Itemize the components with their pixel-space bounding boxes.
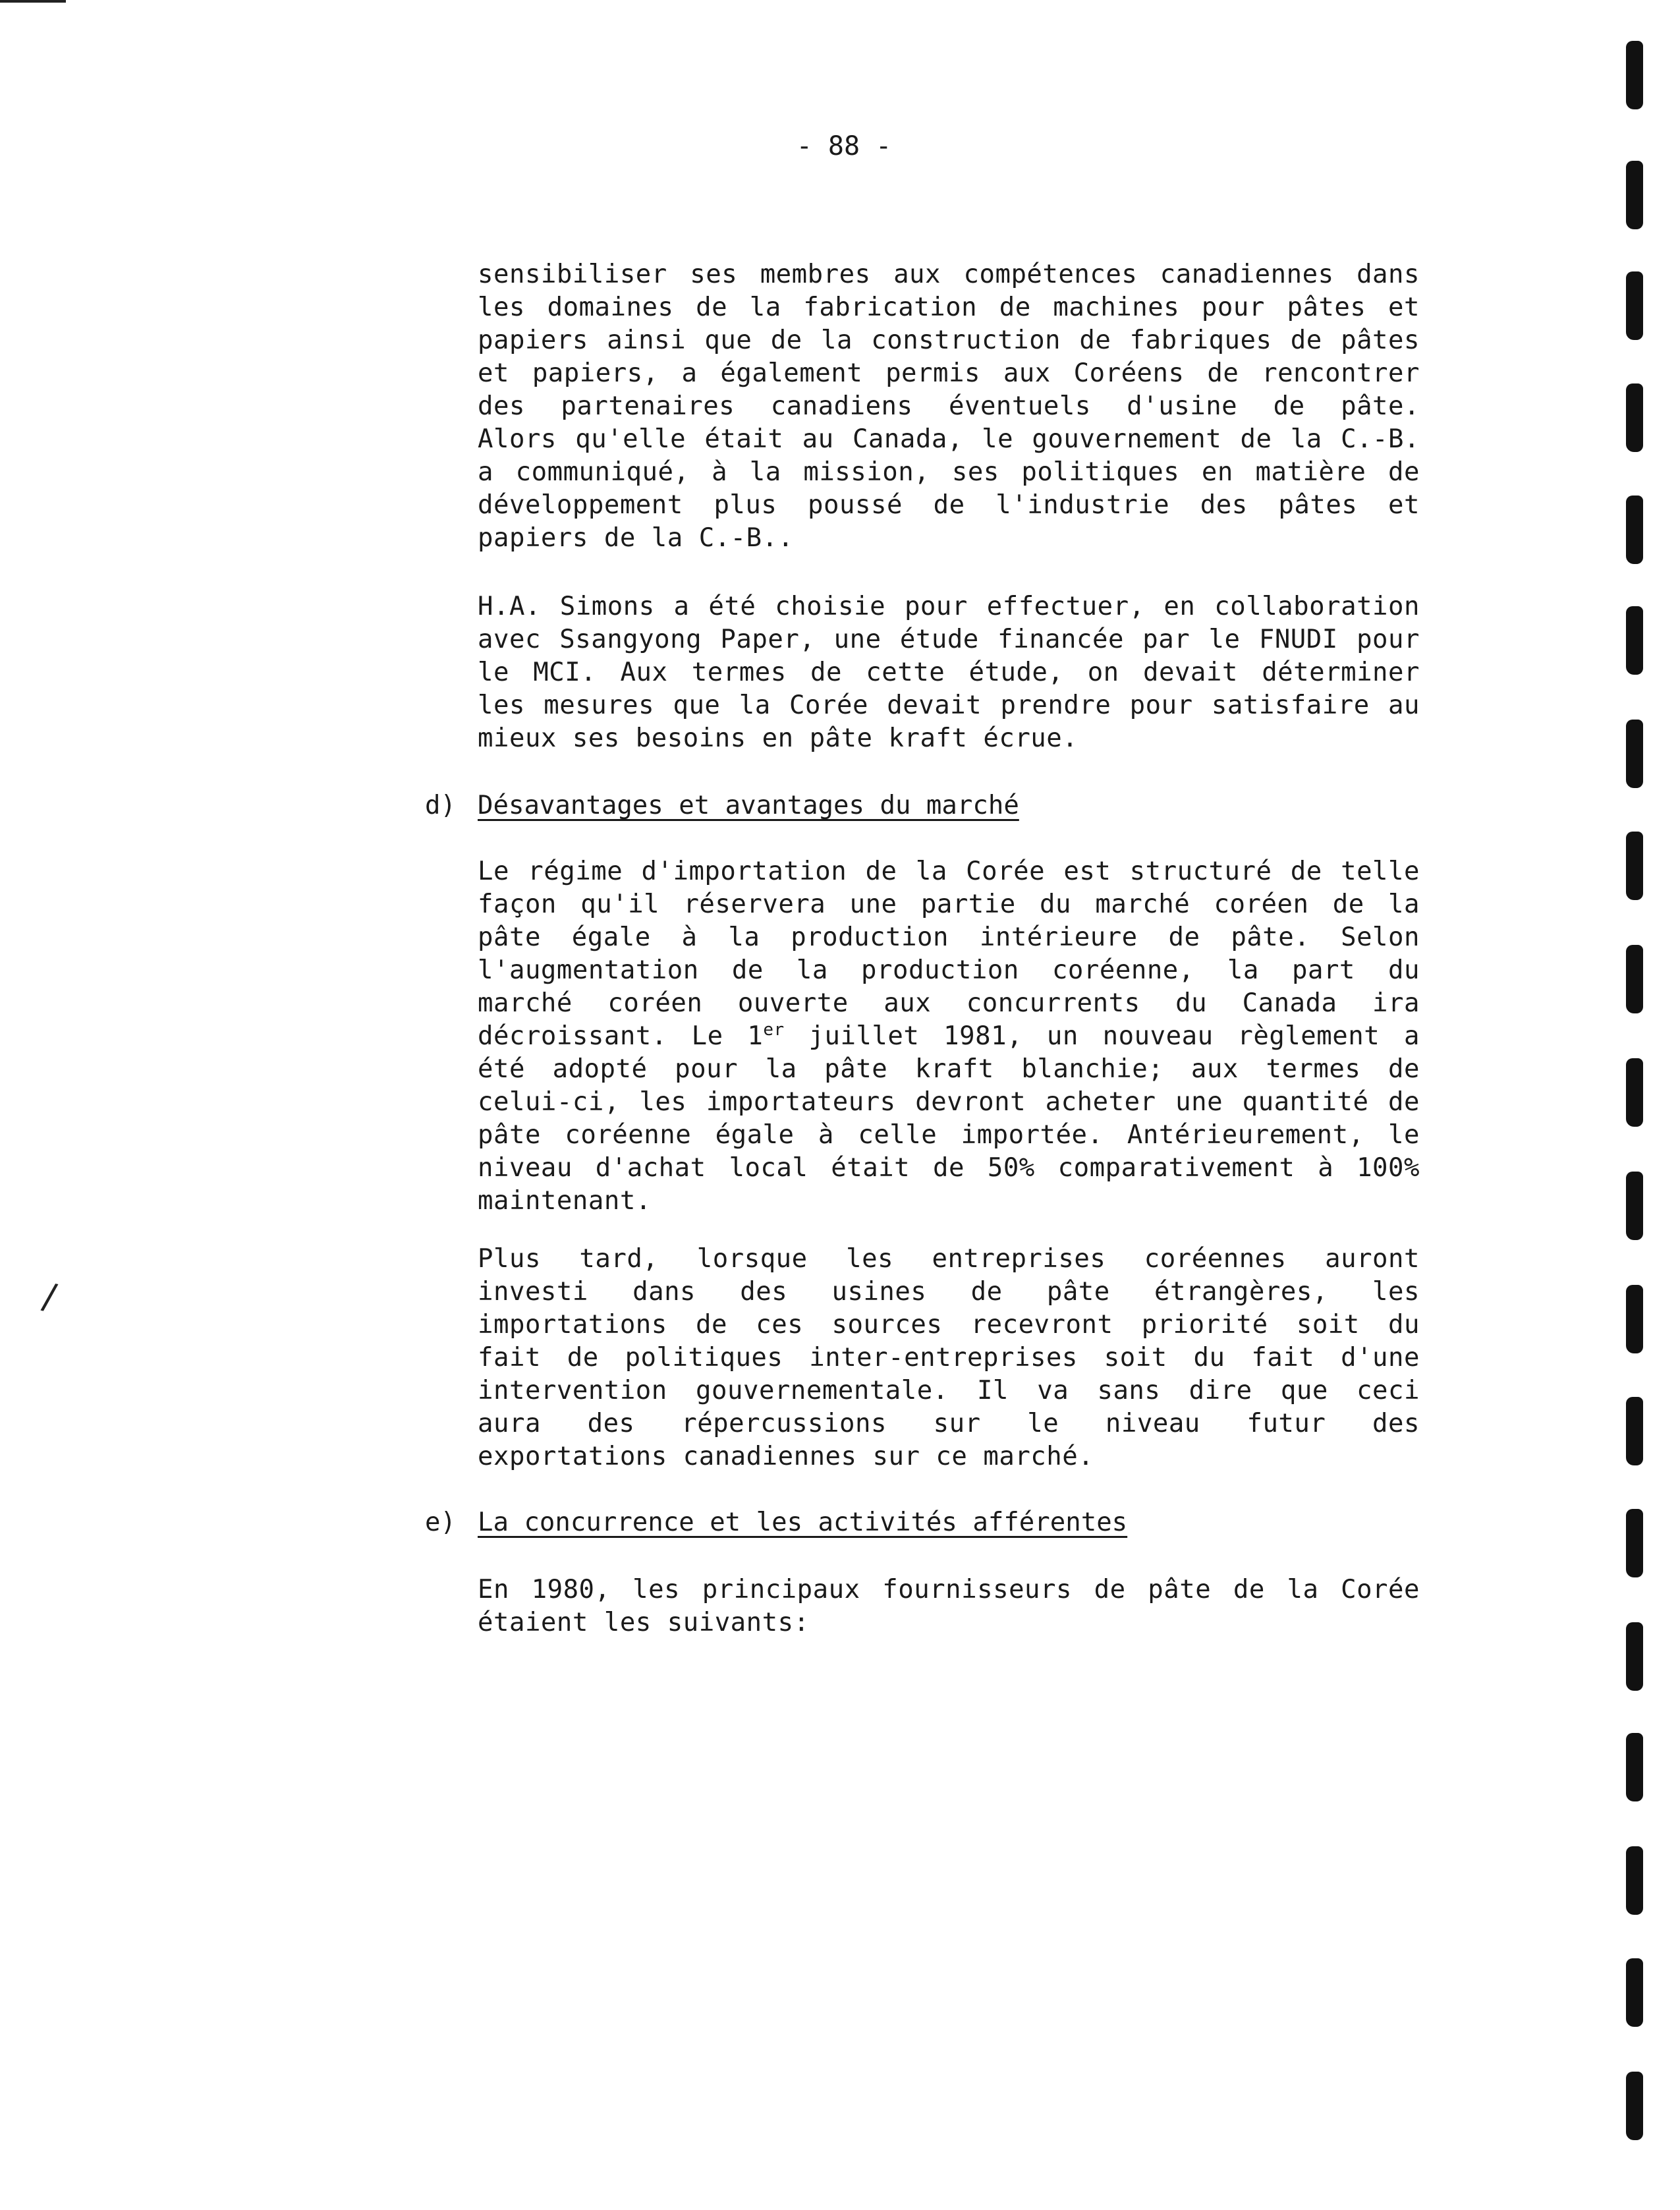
- text-line: Plus tard, lorsque les entreprises coréennes auront: [478, 1244, 1420, 1274]
- superscript-text: er: [763, 1020, 785, 1040]
- text-line: En 1980, les principaux fournisseurs de pâte de la Corée: [478, 1575, 1420, 1604]
- binding-marks: [1622, 0, 1648, 2210]
- binding-mark: [1626, 606, 1643, 675]
- binding-mark: [1626, 832, 1643, 900]
- paragraph-main-suppliers: [478, 1573, 1420, 1639]
- section-heading-d: [425, 789, 1019, 822]
- text-line: les domaines de la fabrication de machines pour pâtes et: [478, 293, 1420, 322]
- text-line: avec Ssangyong Paper, une étude financée par le FNUDI pour: [478, 625, 1420, 654]
- text-line: intervention gouvernementale. Il va sans dire que ceci: [478, 1376, 1420, 1405]
- text-line: pâte coréenne égale à celle importée. Antérieurement, le: [478, 1120, 1420, 1150]
- text-line: marché coréen ouverte aux concurrents du Canada ira: [478, 988, 1420, 1018]
- text-line: le MCI. Aux termes de cette étude, on devait déterminer: [478, 658, 1420, 687]
- text-line: papiers ainsi que de la construction de fabriques de pâtes: [478, 326, 1420, 355]
- text-line: été adopté pour la pâte kraft blanchie; aux termes de: [478, 1054, 1420, 1084]
- binding-mark: [1626, 1733, 1643, 1801]
- text-line: aura des répercussions sur le niveau futur des: [478, 1409, 1420, 1438]
- text-line: exportations canadiennes sur ce marché.: [478, 1442, 1094, 1471]
- binding-mark: [1626, 2072, 1643, 2140]
- binding-mark: [1626, 1958, 1643, 2027]
- text-line: les mesures que la Corée devait prendre pour satisfaire au: [478, 691, 1420, 720]
- binding-mark: [1626, 383, 1643, 452]
- text-line: niveau d'achat local était de 50% comparativement à 100%: [478, 1153, 1420, 1183]
- text-line: fait de politiques inter-entreprises soit du fait d'une: [478, 1343, 1420, 1373]
- binding-mark: [1626, 1622, 1643, 1691]
- section-title: Désavantages et avantages du marché: [478, 791, 1019, 820]
- text-line: investi dans des usines de pâte étrangères, les: [478, 1277, 1420, 1307]
- binding-mark: [1626, 1397, 1643, 1465]
- section-title: La concurrence et les activités afférentes: [478, 1508, 1128, 1537]
- binding-mark: [1626, 161, 1643, 229]
- binding-mark: [1626, 1285, 1643, 1353]
- text-line: a communiqué, à la mission, ses politiques en matière de: [478, 457, 1420, 487]
- text-line: mieux ses besoins en pâte kraft écrue.: [478, 723, 1078, 753]
- section-marker: d): [425, 791, 456, 820]
- text-line: des partenaires canadiens éventuels d'usine de pâte.: [478, 391, 1420, 421]
- paragraph-simons-study: [478, 590, 1420, 755]
- text-line: l'augmentation de la production coréenne, la part du: [478, 955, 1420, 985]
- paragraph-mission-results: [478, 258, 1420, 555]
- binding-mark: [1626, 720, 1643, 788]
- text-line: H.A. Simons a été choisie pour effectuer, en collaboration: [478, 592, 1420, 621]
- text-line: développement plus poussé de l'industrie des pâtes et: [478, 490, 1420, 520]
- text-fragment: décroissant. Le 1: [478, 1021, 764, 1051]
- binding-mark: [1626, 1846, 1643, 1915]
- text-line: Alors qu'elle était au Canada, le gouvernement de la C.-B.: [478, 424, 1420, 454]
- page-number: - 88 -: [796, 131, 892, 161]
- text-line: maintenant.: [478, 1186, 652, 1216]
- scan-corner-mark: [0, 0, 66, 3]
- stray-pen-mark: /: [39, 1274, 60, 1318]
- section-heading-e: [425, 1506, 1127, 1539]
- text-line: papiers de la C.-B..: [478, 523, 794, 553]
- text-line: étaient les suivants:: [478, 1608, 810, 1637]
- binding-mark: [1626, 271, 1643, 340]
- text-line-with-superscript: [478, 1020, 1420, 1053]
- text-fragment: juillet 1981, un nouveau règlement a: [784, 1021, 1420, 1051]
- text-line: façon qu'il réservera une partie du marché coréen de la: [478, 890, 1420, 919]
- text-line: importations de ces sources recevront priorité soit du: [478, 1310, 1420, 1340]
- text-line: pâte égale à la production intérieure de pâte. Selon: [478, 922, 1420, 952]
- text-line: sensibiliser ses membres aux compétences canadiennes dans: [478, 260, 1420, 289]
- binding-mark: [1626, 1058, 1643, 1127]
- binding-mark: [1626, 496, 1643, 564]
- paragraph-future-investment: [478, 1243, 1420, 1473]
- binding-mark: [1626, 41, 1643, 109]
- text-line: et papiers, a également permis aux Coréens de rencontrer: [478, 358, 1420, 388]
- section-marker: e): [425, 1508, 456, 1537]
- binding-mark: [1626, 1172, 1643, 1240]
- binding-mark: [1626, 1509, 1643, 1577]
- text-line: celui-ci, les importateurs devront acheter une quantité de: [478, 1087, 1420, 1117]
- text-line: Le régime d'importation de la Corée est structuré de telle: [478, 857, 1420, 886]
- paragraph-import-regime: [478, 855, 1420, 1218]
- binding-mark: [1626, 945, 1643, 1013]
